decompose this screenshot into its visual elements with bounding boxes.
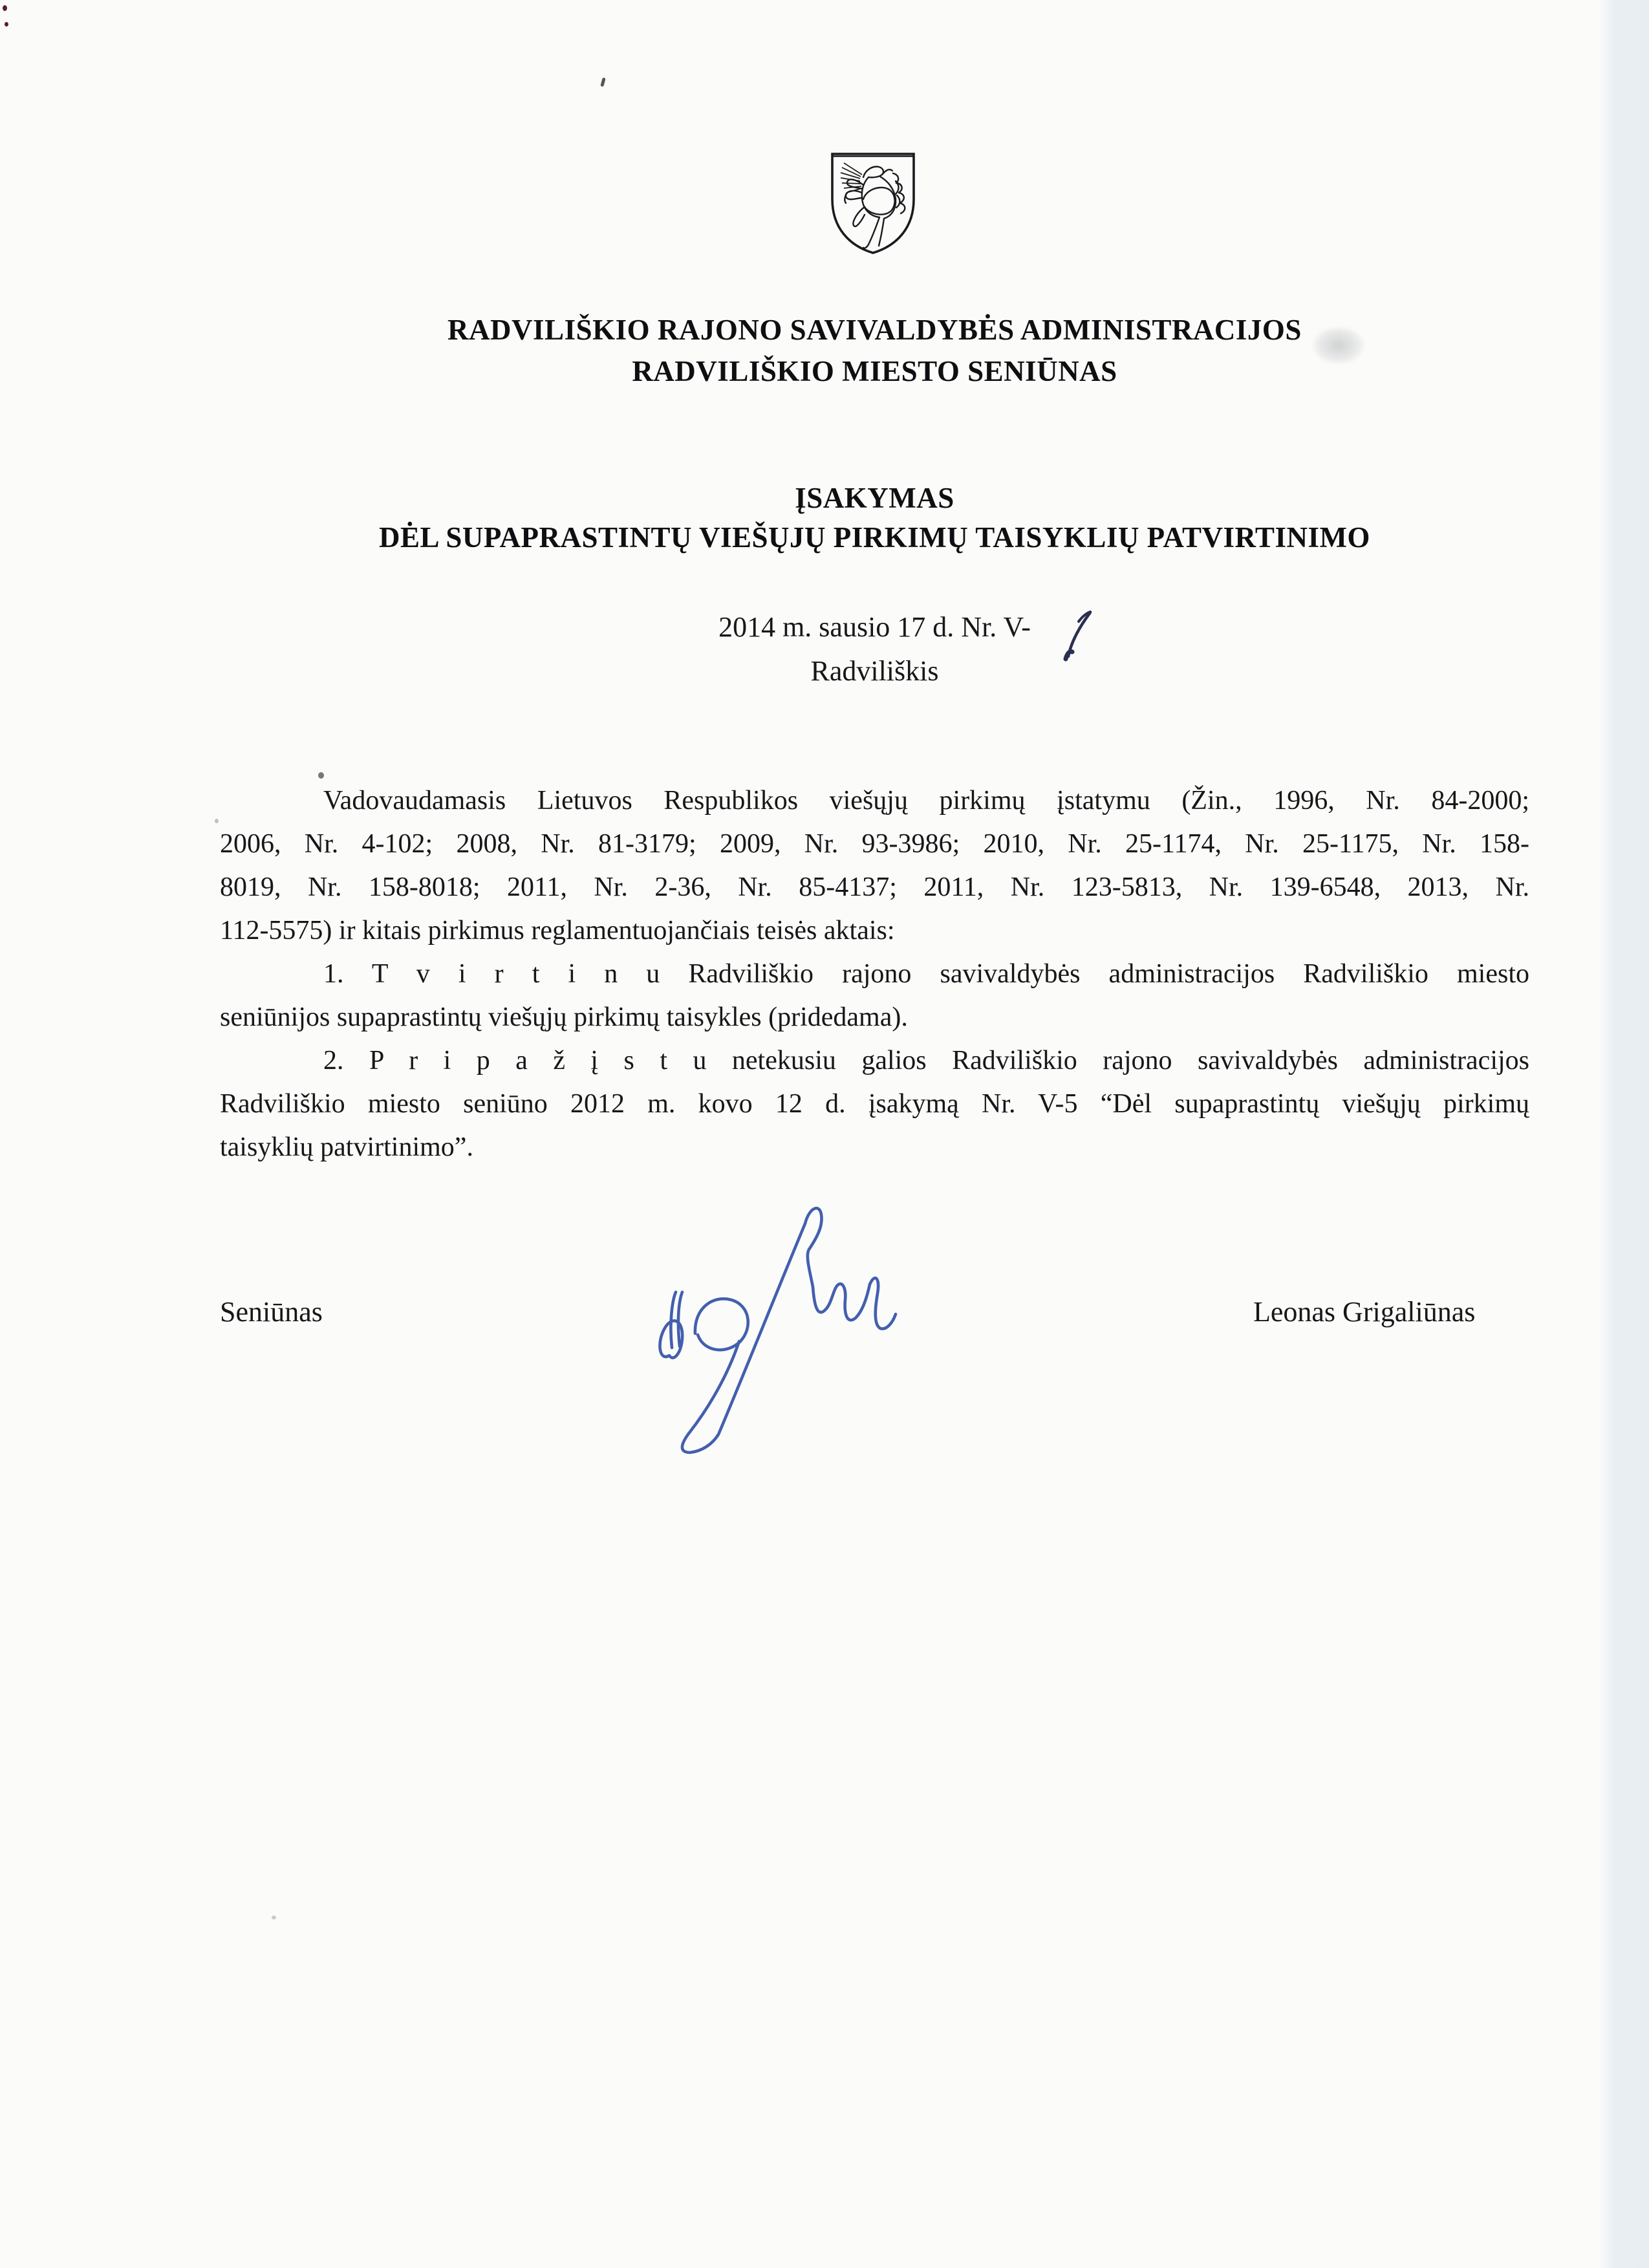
scan-speck: [5, 22, 8, 27]
scan-speck: [215, 819, 219, 823]
body-line: seniūnijos supaprastintų viešųjų pirkimų taisykles (pridedama).: [220, 1002, 908, 1032]
document-title: [220, 479, 1529, 557]
handwritten-order-number: [1055, 603, 1102, 664]
date-location-block: [220, 605, 1529, 693]
signer-role-label: Seniūnas: [220, 1296, 323, 1328]
scan-smudge: [1313, 327, 1364, 364]
body-line: Radviliškio miesto seniūno 2012 m. kovo 12 d. įsakymą Nr. V-5 “Dėl supaprastintų viešųjų pirkimų: [220, 1089, 1529, 1119]
location-line: Radviliškis: [810, 655, 939, 687]
organization-unit: RADVILIŠKIO MIESTO SENIŪNAS: [632, 355, 1117, 387]
title-kind: ĮSAKYMAS: [795, 482, 954, 514]
scan-speck: [272, 1916, 276, 1919]
body-line: 2. P r i p a ž į s t u netekusiu galios Radviliškio rajono savivaldybės administracijos: [323, 1046, 1529, 1075]
coat-of-arms-icon: [824, 147, 921, 259]
signature-ink: [650, 1195, 909, 1473]
body-line: 8019, Nr. 158-8018; 2011, Nr. 2-36, Nr. 85-4137; 2011, Nr. 123-5813, Nr. 139-6548, 2013, Nr.: [220, 872, 1529, 902]
signer-name: Leonas Grigaliūnas: [1253, 1296, 1476, 1328]
body-line: 2006, Nr. 4-102; 2008, Nr. 81-3179; 2009, Nr. 93-3986; 2010, Nr. 25-1174, Nr. 25-1175, Nr. 158-: [220, 829, 1529, 859]
scan-speck: [600, 78, 605, 87]
body-line: 1. T v i r t i n u Radviliškio rajono savivaldybės administracijos Radviliškio miesto: [323, 959, 1529, 989]
scan-speck: [3, 5, 7, 11]
body-line: 112-5575) ir kitais pirkimus reglamentuojančiais teisės aktais:: [220, 916, 895, 945]
body-paragraphs: [220, 779, 1529, 1169]
scanner-edge-shadow: [1599, 0, 1649, 2268]
body-line: Vadovaudamasis Lietuvos Respublikos viešųjų pirkimų įstatymu (Žin., 1996, Nr. 84-2000;: [323, 786, 1529, 815]
date-number-line: 2014 m. sausio 17 d. Nr. V-: [718, 611, 1031, 643]
scan-speck: [318, 772, 324, 779]
body-line: taisyklių patvirtinimo”.: [220, 1132, 473, 1162]
organization-name: RADVILIŠKIO RAJONO SAVIVALDYBĖS ADMINISTRACIJOS: [447, 314, 1302, 346]
title-subject: DĖL SUPAPRASTINTŲ VIEŠŲJŲ PIRKIMŲ TAISYKLIŲ PATVIRTINIMO: [379, 521, 1370, 554]
